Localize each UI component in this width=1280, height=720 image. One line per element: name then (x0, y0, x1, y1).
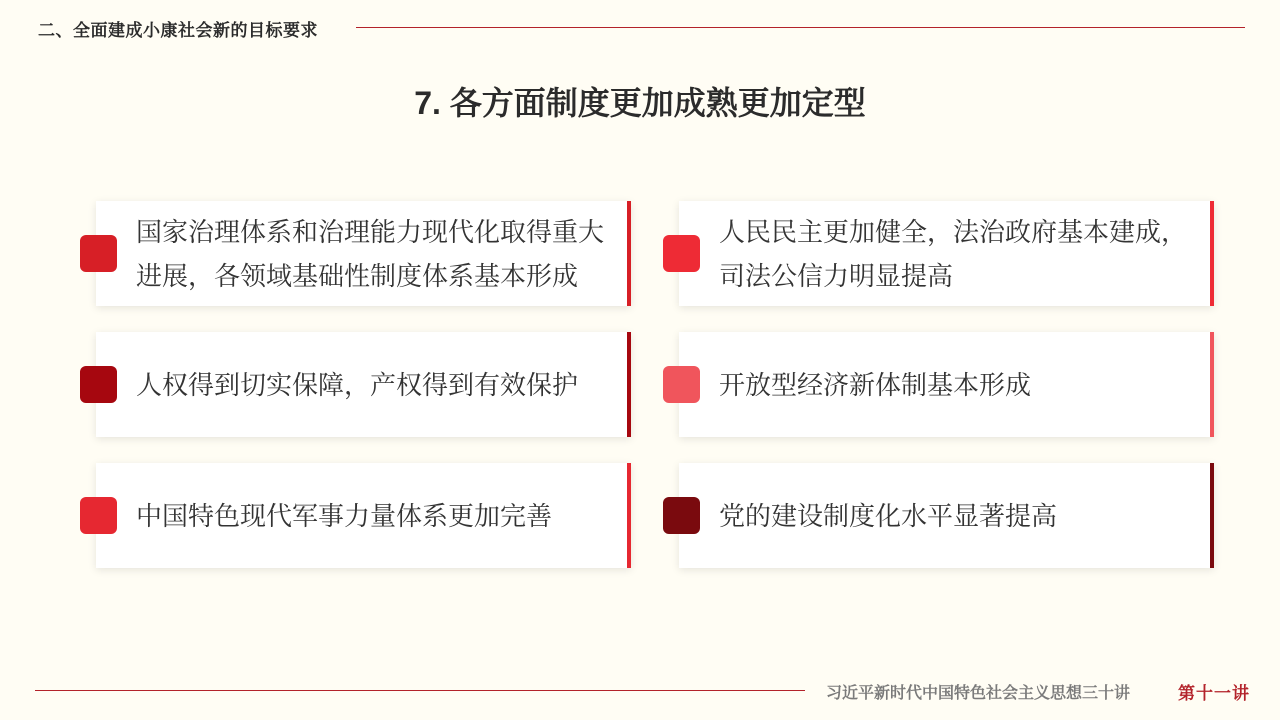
goal-card-6-marker-icon (663, 497, 700, 534)
goal-card-2 (679, 201, 1214, 306)
goal-card-5-text: 中国特色现代军事力量体系更加完善 (136, 500, 553, 531)
goal-card-4-accent-bar (1210, 332, 1214, 437)
goal-card-3-text: 人权得到切实保障，产权得到有效保护 (136, 369, 579, 400)
goal-card-6-accent-bar (1210, 463, 1214, 568)
goal-card-5-accent-bar (627, 463, 631, 568)
goal-card-6 (679, 463, 1214, 568)
footer-lecture-number: 第十一讲 (1178, 684, 1250, 703)
goal-card-3-marker-icon (80, 366, 117, 403)
goal-card-3-accent-bar (627, 332, 631, 437)
header-divider (356, 27, 1245, 28)
goal-card-5 (96, 463, 631, 568)
goal-card-1-marker-icon (80, 235, 117, 272)
goal-card-1 (96, 201, 631, 306)
section-header: 二、全面建成小康社会新的目标要求 (38, 21, 318, 40)
goal-card-2-marker-icon (663, 235, 700, 272)
goal-card-2-text: 人民民主更加健全，法治政府基本建成，司法公信力明显提高 (719, 216, 1188, 291)
page-title: 7. 各方面制度更加成熟更加定型 (414, 85, 866, 121)
footer-series-title: 习近平新时代中国特色社会主义思想三十讲 (826, 685, 1131, 702)
goal-card-4-marker-icon (663, 366, 700, 403)
goal-card-1-text: 国家治理体系和治理能力现代化取得重大进展，各领域基础性制度体系基本形成 (136, 216, 605, 291)
goal-card-5-marker-icon (80, 497, 117, 534)
goal-card-1-accent-bar (627, 201, 631, 306)
goal-card-4 (679, 332, 1214, 437)
goal-card-6-text: 党的建设制度化水平显著提高 (719, 500, 1058, 531)
goal-card-3 (96, 332, 631, 437)
goal-card-4-text: 开放型经济新体制基本形成 (719, 369, 1032, 400)
goal-card-2-accent-bar (1210, 201, 1214, 306)
footer-divider (35, 690, 805, 691)
